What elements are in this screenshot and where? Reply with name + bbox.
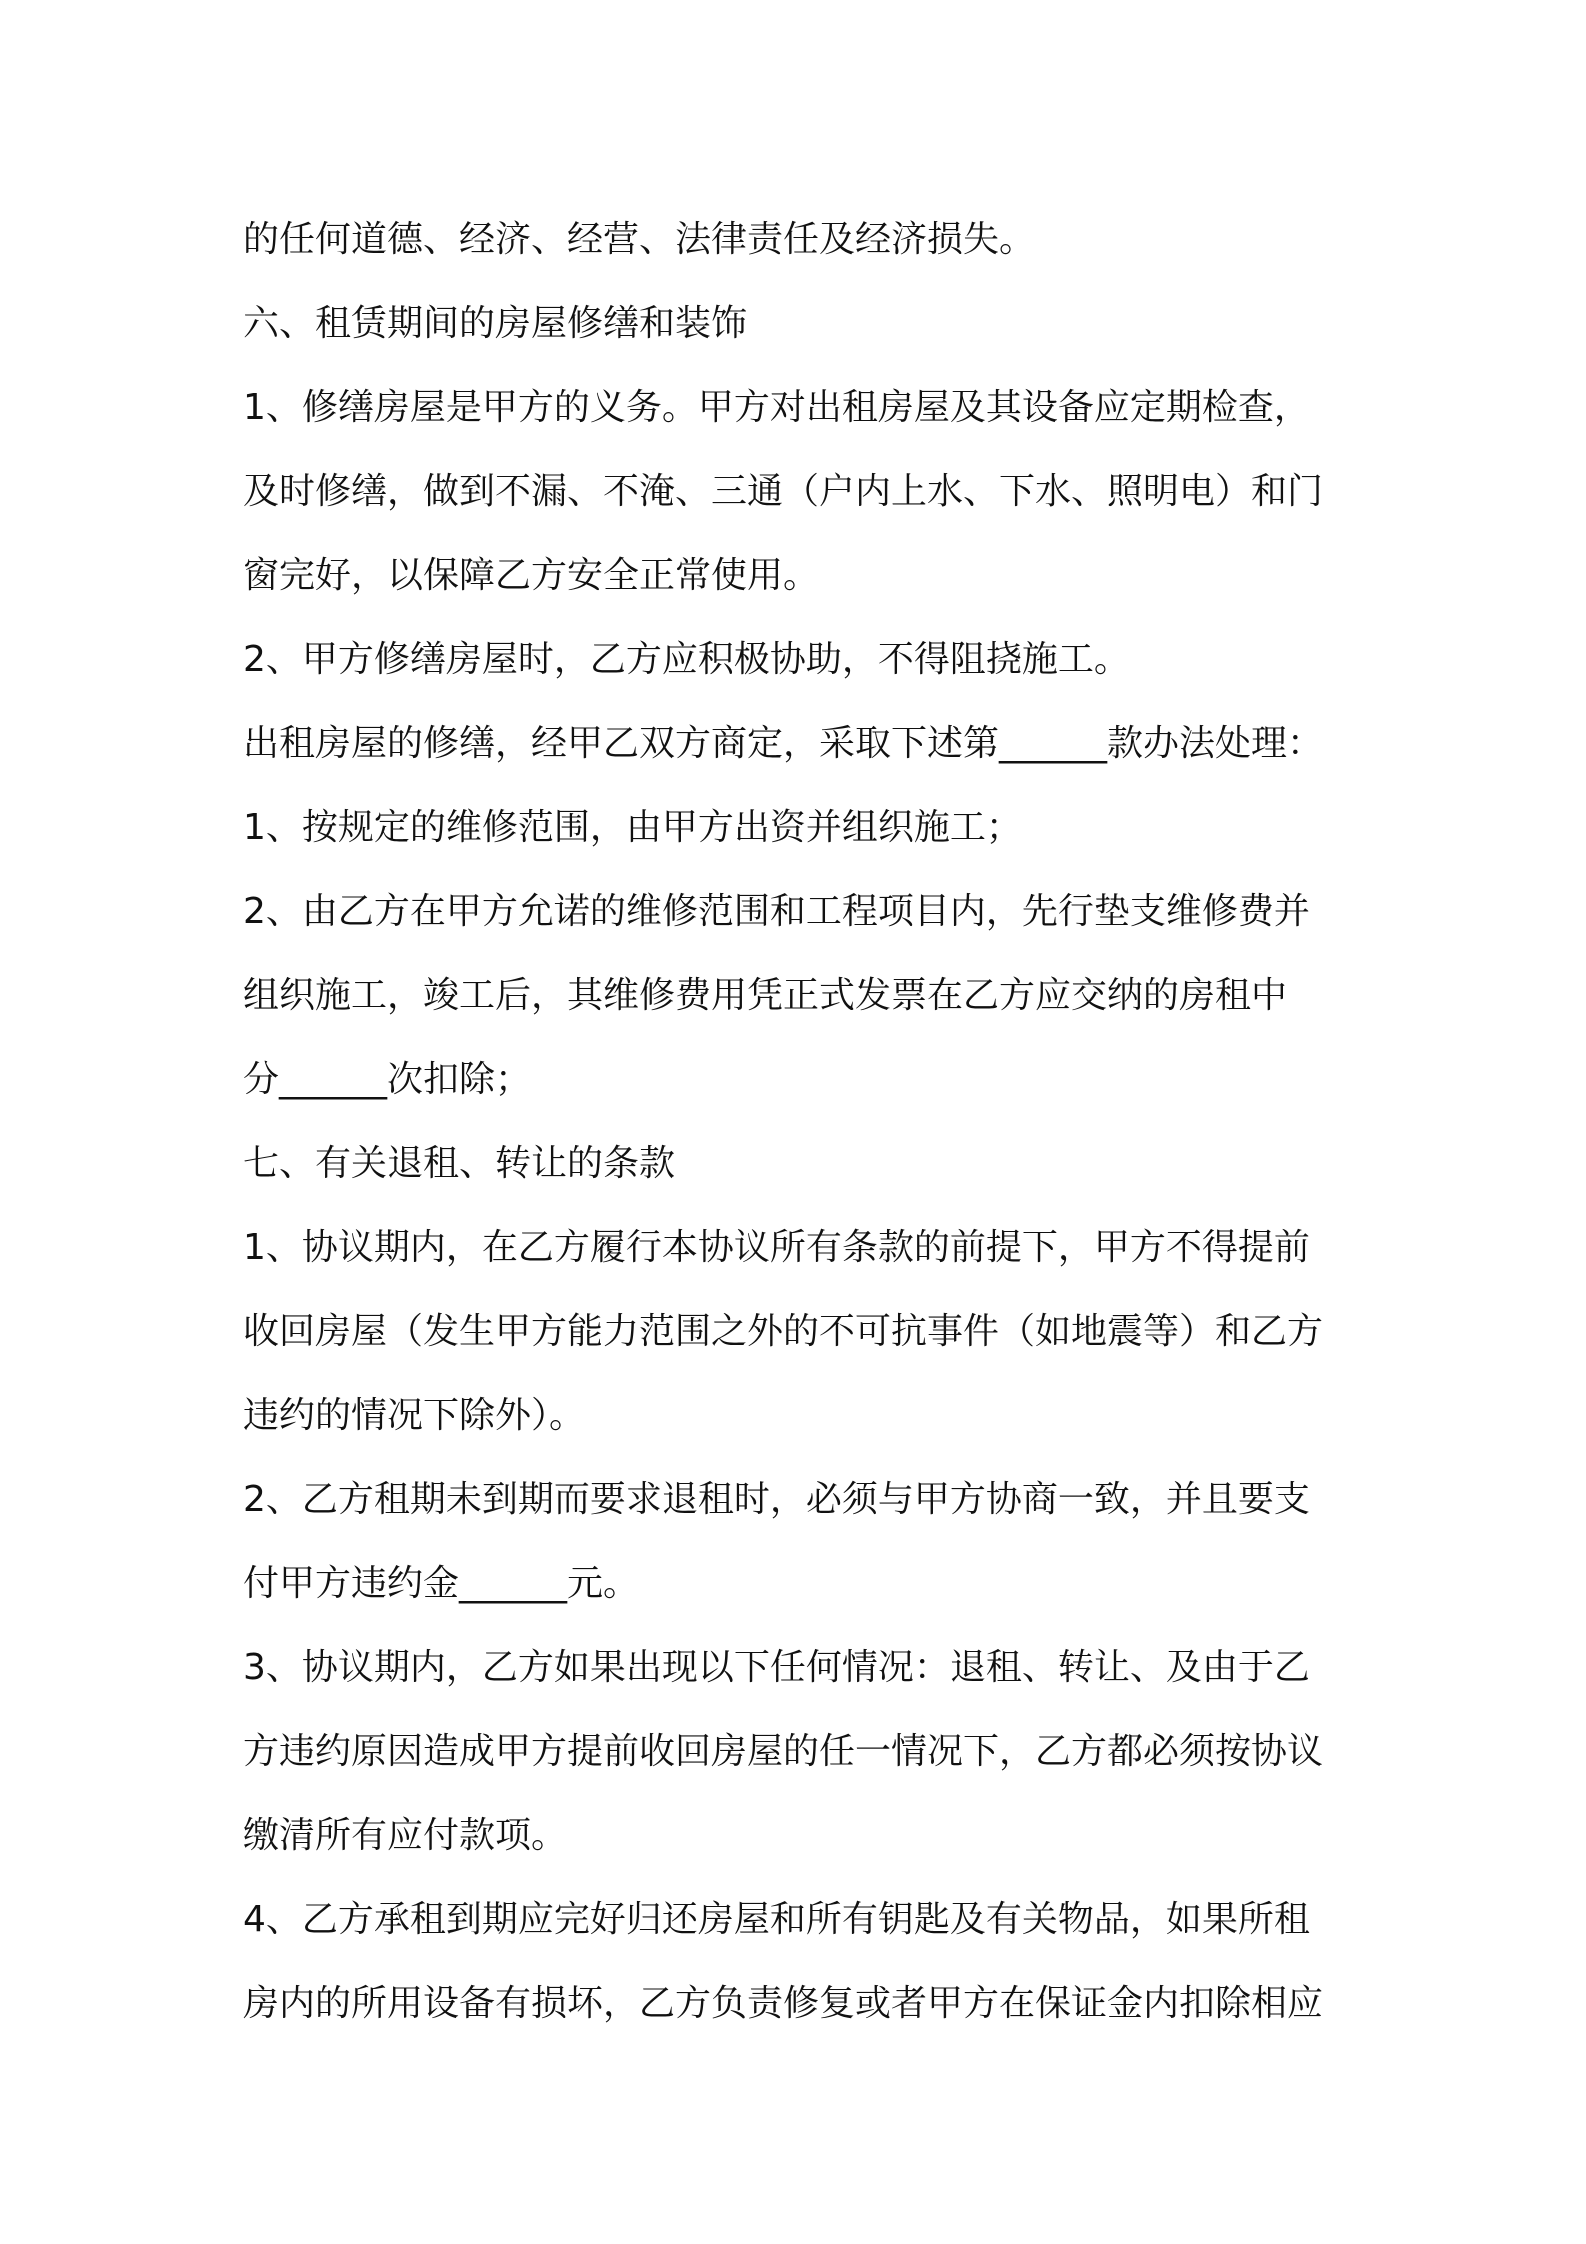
- text-line: 收回房屋（发生甲方能力范围之外的不可抗事件（如地震等）和乙方: [243, 1311, 1324, 1352]
- text-line: 方违约原因造成甲方提前收回房屋的任一情况下，乙方都必须按协议: [243, 1731, 1324, 1772]
- text-line: 违约的情况下除外）。: [243, 1395, 586, 1436]
- document-body: [243, 198, 1361, 2046]
- text-line: 付甲方违约金______元。: [243, 1563, 640, 1604]
- text-line: 1、按规定的维修范围，由甲方出资并组织施工；: [243, 807, 1022, 848]
- text-line: 3、协议期内，乙方如果出现以下任何情况：退租、转让、及由于乙: [243, 1647, 1310, 1688]
- text-line: 1、修缮房屋是甲方的义务。甲方对出租房屋及其设备应定期检查，: [243, 387, 1310, 428]
- section-heading-6: 六、租赁期间的房屋修缮和装饰: [243, 303, 748, 344]
- text-line: 窗完好，以保障乙方安全正常使用。: [243, 555, 820, 596]
- text-line: 4、乙方承租到期应完好归还房屋和所有钥匙及有关物品，如果所租: [243, 1899, 1310, 1940]
- text-line: 房内的所用设备有损坏，乙方负责修复或者甲方在保证金内扣除相应: [243, 1983, 1324, 2024]
- text-line: 2、乙方租期未到期而要求退租时，必须与甲方协商一致，并且要支: [243, 1479, 1310, 1520]
- text-line: 出租房屋的修缮，经甲乙双方商定，采取下述第______款办法处理：: [243, 723, 1324, 764]
- text-line: 缴清所有应付款项。: [243, 1815, 568, 1856]
- text-line: 2、甲方修缮房屋时，乙方应积极协助，不得阻挠施工。: [243, 639, 1130, 680]
- text-line: 1、协议期内，在乙方履行本协议所有条款的前提下，甲方不得提前: [243, 1227, 1310, 1268]
- text-line: 分______次扣除；: [243, 1059, 532, 1100]
- text-line: 的任何道德、经济、经营、法律责任及经济损失。: [243, 219, 1036, 260]
- text-line: 2、由乙方在甲方允诺的维修范围和工程项目内，先行垫支维修费并: [243, 891, 1310, 932]
- text-line: 及时修缮，做到不漏、不淹、三通（户内上水、下水、照明电）和门: [243, 471, 1324, 512]
- text-line: 组织施工，竣工后，其维修费用凭正式发票在乙方应交纳的房租中: [243, 975, 1288, 1016]
- section-heading-7: 七、有关退租、转让的条款: [243, 1143, 676, 1184]
